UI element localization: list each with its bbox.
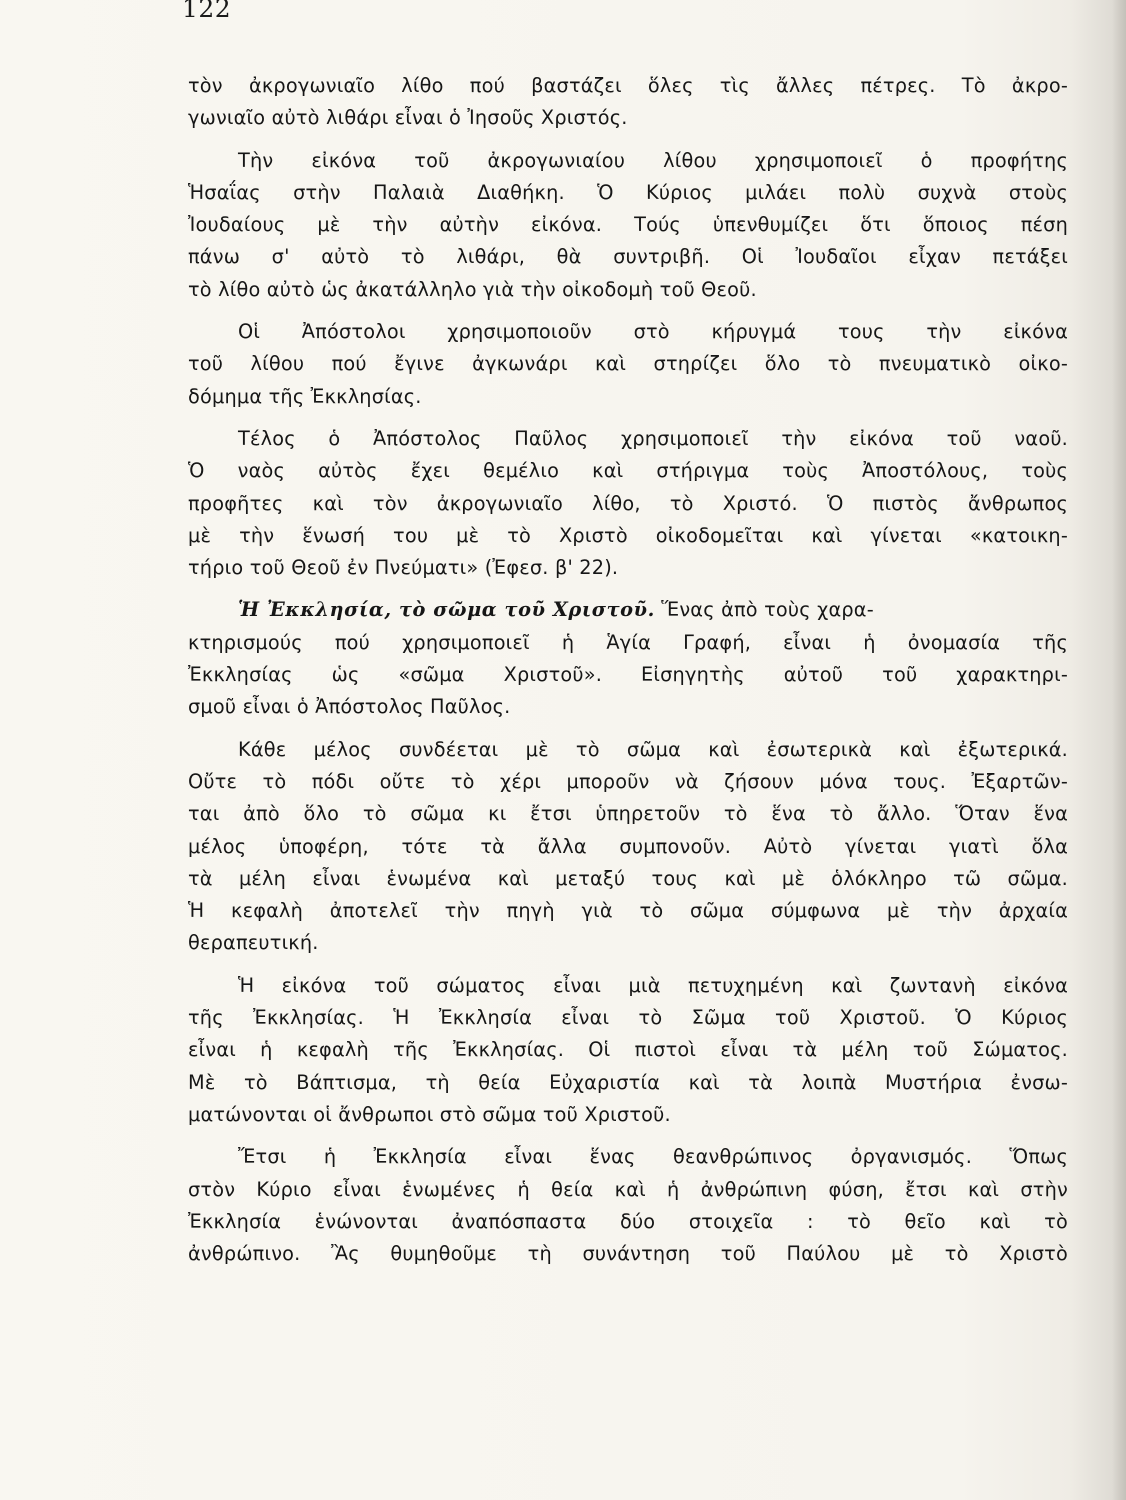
paragraph — [188, 423, 1068, 584]
page-edge-shadow — [1112, 0, 1126, 1500]
text-line: στὸν Κύριο εἶναι ἑνωμένες ἡ θεία καὶ ἡ ἀνθρώπινη φύση, ἔτσι καὶ στὴν — [188, 1177, 1068, 1201]
text-line: Ἰουδαίους μὲ τὴν αὐτὴν εἰκόνα. Τούς ὑπενθυμίζει ὅτι ὅποιος πέση — [188, 213, 1068, 237]
paragraph — [188, 734, 1068, 960]
text-line: σμοῦ εἶναι ὁ Ἀπόστολος Παῦλος. — [188, 695, 511, 719]
text-line: Ἡ κεφαλὴ ἀποτελεῖ τὴν πηγὴ γιὰ τὸ σῶμα σύμφωνα μὲ τὴν ἀρχαία — [188, 899, 1068, 923]
text-line: πάνω σ' αὐτὸ τὸ λιθάρι, θὰ συντριβῆ. Οἱ Ἰουδαῖοι εἶχαν πετάξει — [188, 245, 1068, 269]
paragraph — [188, 316, 1068, 413]
paragraph — [188, 970, 1068, 1131]
text-line: Ἡ εἰκόνα τοῦ σώματος εἶναι μιὰ πετυχημένη καὶ ζωντανὴ εἰκόνα — [238, 973, 1068, 997]
paragraph — [188, 1141, 1068, 1270]
text-line: θεραπευτική. — [188, 931, 319, 955]
text-line: γωνιαῖο αὐτὸ λιθάρι εἶναι ὁ Ἰησοῦς Χριστός. — [188, 106, 628, 130]
text-line: ματώνονται οἱ ἄνθρωποι στὸ σῶμα τοῦ Χριστοῦ. — [188, 1102, 671, 1126]
text-line: Κάθε μέλος συνδέεται μὲ τὸ σῶμα καὶ ἐσωτερικὰ καὶ ἐξωτερικά. — [238, 737, 1068, 761]
text-line: προφῆτες καὶ τὸν ἀκρογωνιαῖο λίθο, τὸ Χριστό. Ὁ πιστὸς ἄνθρωπος — [188, 491, 1068, 515]
text-line-with-heading — [188, 594, 1068, 626]
text-line: Τὴν εἰκόνα τοῦ ἀκρογωνιαίου λίθου χρησιμοποιεῖ ὁ προφήτης — [238, 148, 1068, 172]
text-line: Μὲ τὸ Βάπτισμα, τὴ θεία Εὐχαριστία καὶ τὰ λοιπὰ Μυστήρια ἐνσω- — [188, 1070, 1068, 1094]
section-heading: Ἡ Ἐκκλησία, τὸ σῶμα τοῦ Χριστοῦ. — [238, 598, 655, 622]
body-text — [188, 70, 1068, 1270]
text-line: εἶναι ἡ κεφαλὴ τῆς Ἐκκλησίας. Οἱ πιστοὶ εἶναι τὰ μέλη τοῦ Σώματος. — [188, 1038, 1068, 1062]
page-number: 122 — [182, 0, 232, 23]
text-line: τὸν ἀκρογωνιαῖο λίθο πού βαστάζει ὅλες τὶς ἄλλες πέτρες. Τὸ ἀκρο- — [188, 74, 1068, 97]
text-line: τὰ μέλη εἶναι ἑνωμένα καὶ μεταξύ τους καὶ μὲ ὁλόκληρο τῶ σῶμα. — [188, 866, 1068, 890]
text-line: Οὔτε τὸ πόδι οὔτε τὸ χέρι μποροῦν νὰ ζήσουν μόνα τους. Ἐξαρτῶν- — [188, 769, 1068, 793]
text-line: τὸ λίθο αὐτὸ ὡς ἀκατάλληλο γιὰ τὴν οἰκοδομὴ τοῦ Θεοῦ. — [188, 277, 757, 301]
text-run: Ἕνας ἀπὸ τοὺς χαρα- — [654, 598, 874, 622]
text-line: Οἱ Ἀπόστολοι χρησιμοποιοῦν στὸ κήρυγμά τους τὴν εἰκόνα — [238, 320, 1068, 344]
text-line: μέλος ὑποφέρη, τότε τὰ ἄλλα συμπονοῦν. Αὐτὸ γίνεται γιατὶ ὅλα — [188, 834, 1068, 858]
paragraph — [188, 594, 1068, 723]
text-line: τῆς Ἐκκλησίας. Ἡ Ἐκκλησία εἶναι τὸ Σῶμα τοῦ Χριστοῦ. Ὁ Κύριος — [188, 1006, 1068, 1030]
text-line: ἀνθρώπινο. Ἂς θυμηθοῦμε τὴ συνάντηση τοῦ Παύλου μὲ τὸ Χριστὸ — [188, 1242, 1068, 1266]
text-line: Τέλος ὁ Ἀπόστολος Παῦλος χρησιμοποιεῖ τὴν εἰκόνα τοῦ ναοῦ. — [238, 426, 1068, 450]
text-line: δόμημα τῆς Ἐκκλησίας. — [188, 384, 422, 408]
text-line: Ἔτσι ἡ Ἐκκλησία εἶναι ἕνας θεανθρώπινος ὀργανισμός. Ὅπως — [238, 1145, 1068, 1169]
text-line: ται ἀπὸ ὅλο τὸ σῶμα κι ἔτσι ὑπηρετοῦν τὸ ἕνα τὸ ἄλλο. Ὅταν ἕνα — [188, 802, 1068, 826]
text-line: μὲ τὴν ἕνωσή του μὲ τὸ Χριστὸ οἰκοδομεῖται καὶ γίνεται «κατοικη- — [188, 523, 1068, 547]
paragraph — [188, 70, 1068, 135]
text-line: κτηρισμούς πού χρησιμοποιεῖ ἡ Ἁγία Γραφή, εἶναι ἡ ὀνομασία τῆς — [188, 630, 1068, 654]
text-line: τήριο τοῦ Θεοῦ ἐν Πνεύματι» (Ἐφεσ. β' 22). — [188, 556, 619, 580]
text-line: Ἐκκλησία ἑνώνονται ἀναπόσπαστα δύο στοιχεῖα : τὸ θεῖο καὶ τὸ — [188, 1209, 1068, 1233]
text-line: Ἐκκλησίας ὡς «σῶμα Χριστοῦ». Εἰσηγητὴς αὐτοῦ τοῦ χαρακτηρι- — [188, 663, 1068, 687]
text-line: Ὁ ναὸς αὐτὸς ἔχει θεμέλιο καὶ στήριγμα τοὺς Ἀποστόλους, τοὺς — [188, 459, 1068, 483]
paragraph — [188, 145, 1068, 306]
text-line: τοῦ λίθου πού ἔγινε ἀγκωνάρι καὶ στηρίζει ὅλο τὸ πνευματικὸ οἰκο- — [188, 352, 1068, 376]
text-line: Ἡσαΐας στὴν Παλαιὰ Διαθήκη. Ὁ Κύριος μιλάει πολὺ συχνὰ στοὺς — [188, 180, 1068, 204]
